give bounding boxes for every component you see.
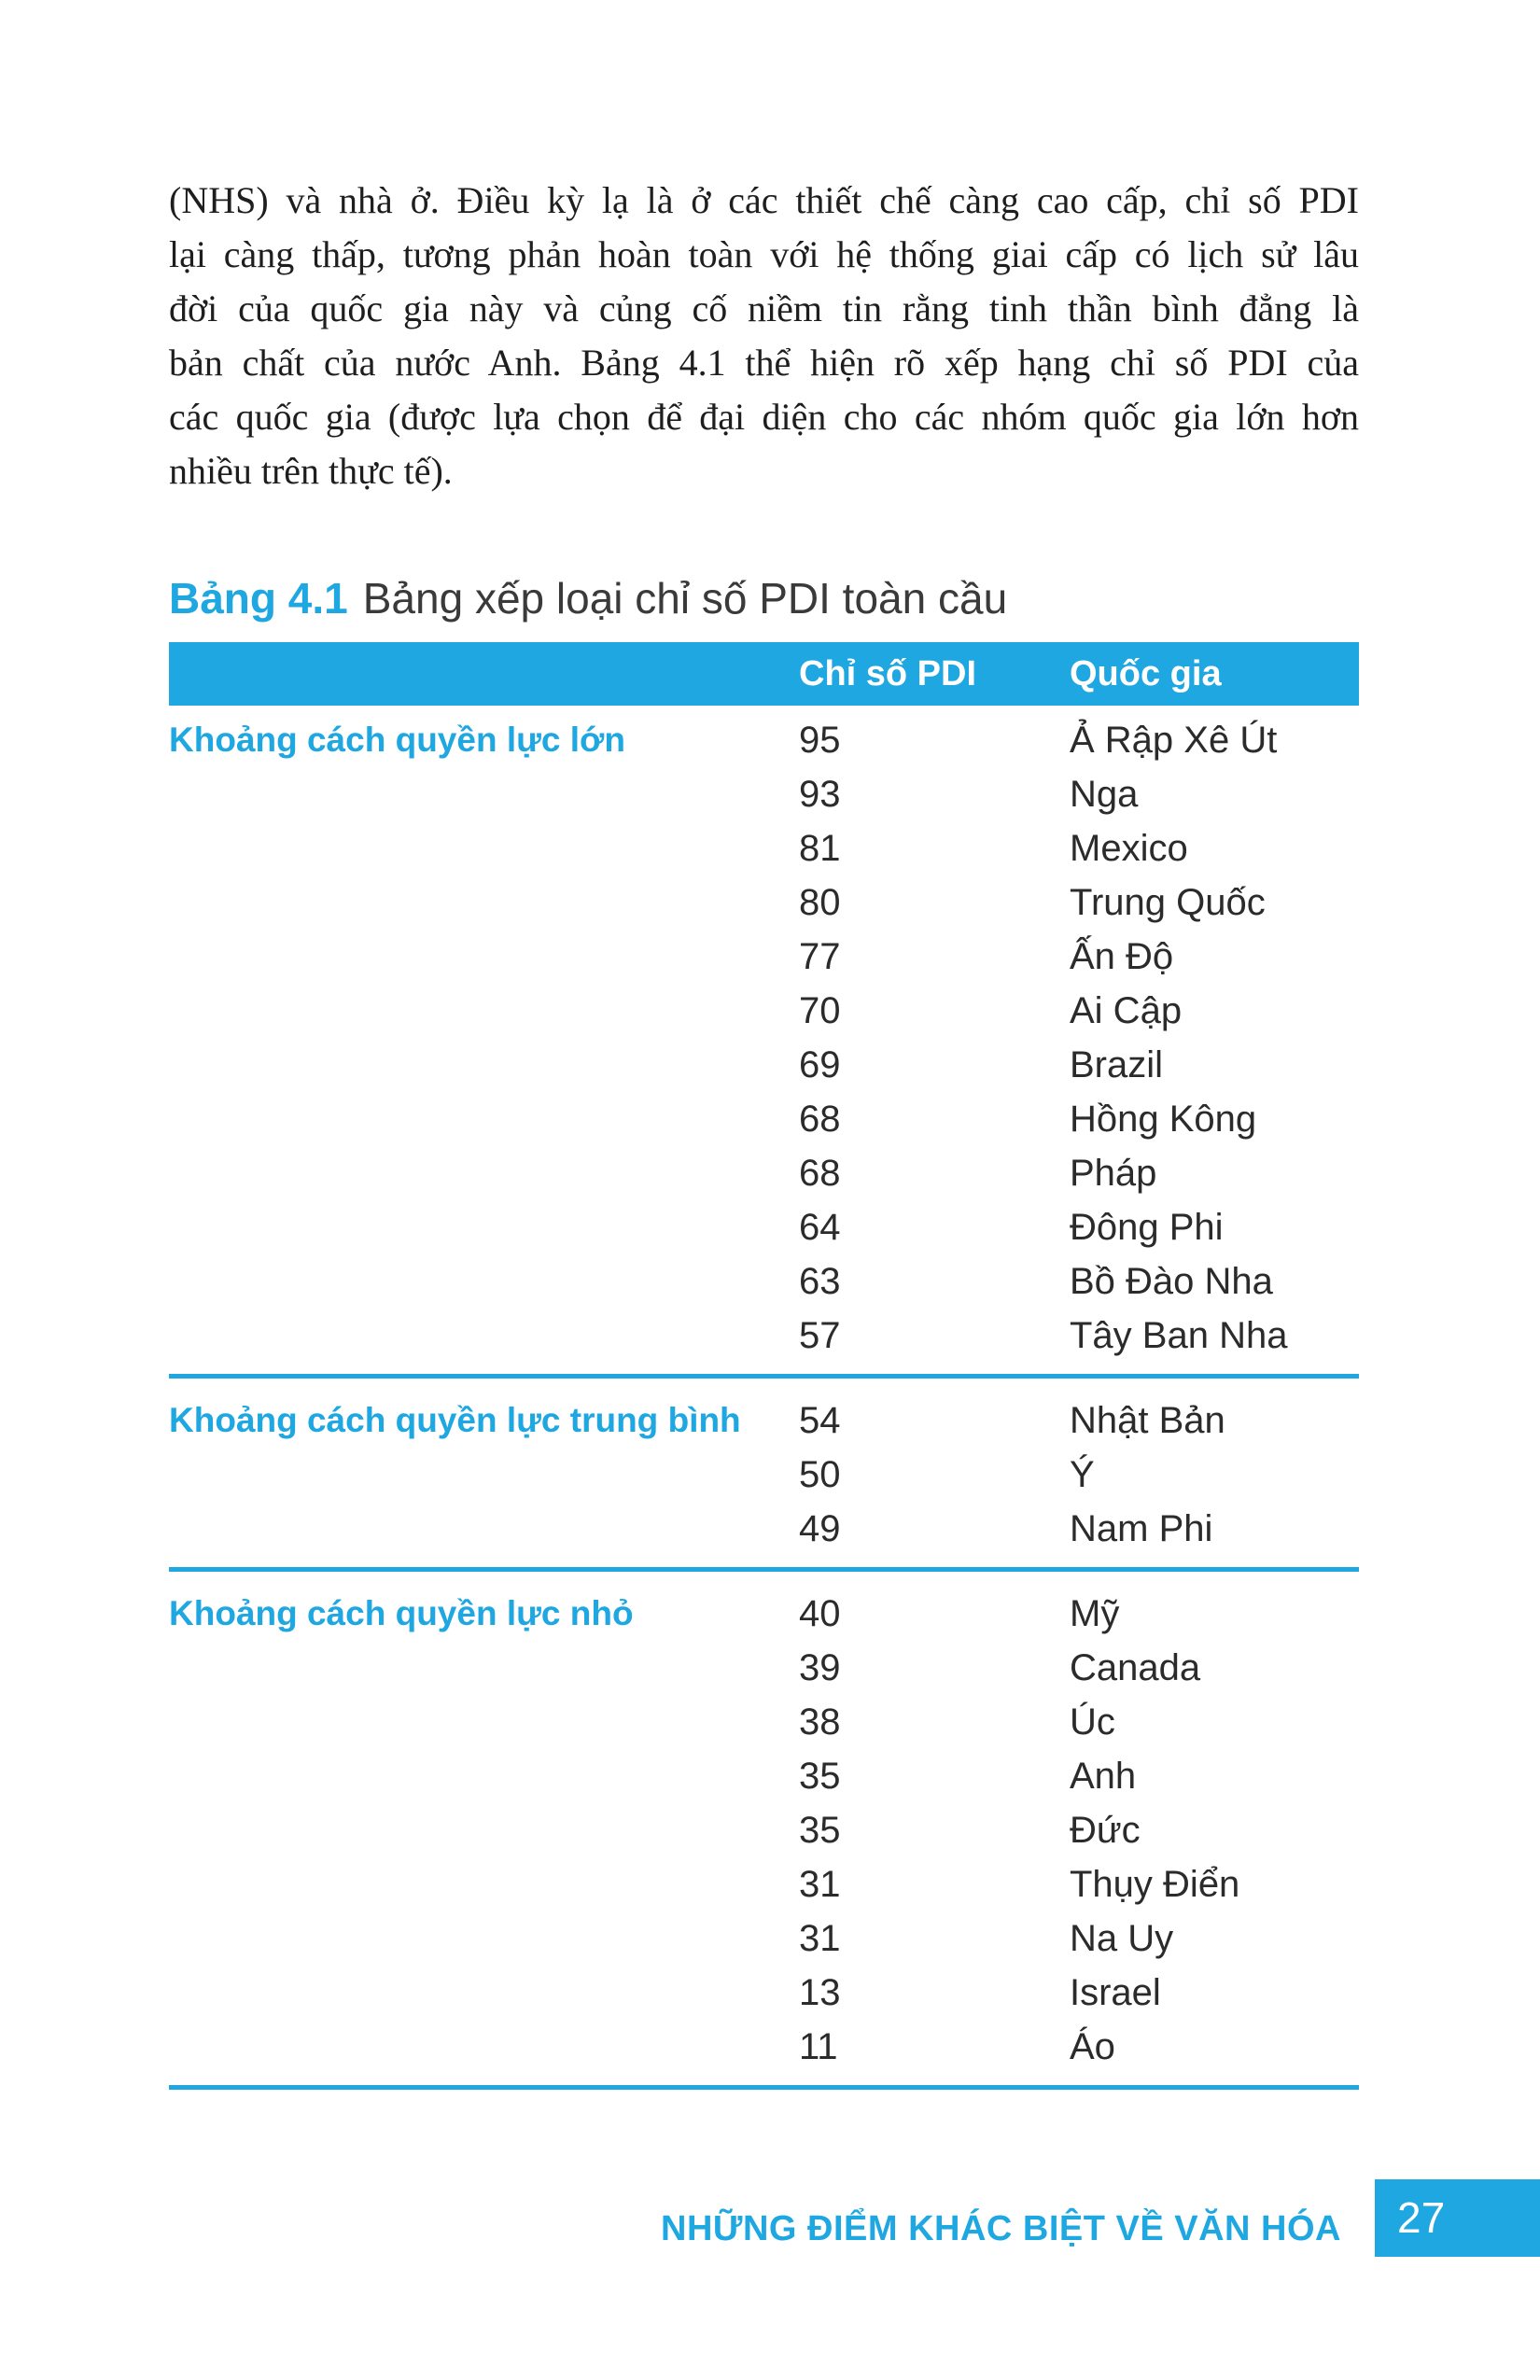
pdi-value: 63 — [799, 1261, 841, 1302]
pdi-value: 38 — [799, 1701, 841, 1743]
table-row — [169, 1038, 1359, 1092]
table-caption-title: Bảng xếp loại chỉ số PDI toàn cầu — [362, 574, 1008, 623]
table-row — [169, 1146, 1359, 1200]
paragraph-line: nhiều trên thực tế). — [169, 450, 453, 492]
table-row — [169, 1092, 1359, 1146]
pdi-value: 81 — [799, 828, 841, 869]
country-name: Úc — [1070, 1701, 1115, 1743]
country-name: Anh — [1070, 1756, 1137, 1797]
table-row — [169, 1254, 1359, 1309]
table-row — [169, 1911, 1359, 1966]
country-name: Thụy Điển — [1070, 1864, 1240, 1905]
table-row — [169, 1200, 1359, 1254]
table-row — [169, 1587, 1359, 1641]
paragraph-line: (NHS) và nhà ở. Điều kỳ lạ là ở các thiết chế càng cao cấp, chỉ số PDI — [169, 179, 1359, 221]
table-header-bar — [169, 642, 1359, 706]
table-row — [169, 1695, 1359, 1749]
running-footer-title: NHỮNG ĐIỂM KHÁC BIỆT VỀ VĂN HÓA — [661, 2209, 1341, 2248]
table-body — [169, 706, 1359, 2090]
country-name: Đông Phi — [1070, 1207, 1224, 1248]
paragraph-line: lại càng thấp, tương phản hoàn toàn với hệ thống giai cấp có lịch sử lâu — [169, 233, 1359, 275]
pdi-value: 69 — [799, 1044, 841, 1085]
country-name: Ả Rập Xê Út — [1070, 720, 1278, 761]
table-row — [169, 984, 1359, 1038]
pdi-value: 49 — [799, 1508, 841, 1549]
column-header-country: Quốc gia — [1070, 654, 1222, 693]
table-row — [169, 1641, 1359, 1695]
country-name: Áo — [1070, 2026, 1115, 2067]
pdi-value: 50 — [799, 1454, 841, 1495]
pdi-value: 54 — [799, 1400, 841, 1441]
table-row — [169, 1448, 1359, 1502]
page-number: 27 — [1397, 2193, 1446, 2242]
table-group — [169, 1572, 1359, 2090]
country-name: Hồng Kông — [1070, 1099, 1257, 1140]
country-name: Canada — [1070, 1647, 1201, 1688]
country-name: Nhật Bản — [1070, 1400, 1225, 1441]
country-name: Trung Quốc — [1070, 882, 1266, 923]
country-name: Mỹ — [1070, 1593, 1120, 1634]
pdi-value: 40 — [799, 1593, 841, 1634]
paragraph-line: các quốc gia (được lựa chọn để đại diện cho các nhóm quốc gia lớn hơn — [169, 396, 1359, 438]
table-caption — [169, 573, 1007, 623]
pdi-value: 70 — [799, 990, 841, 1031]
pdi-value: 11 — [799, 2026, 838, 2067]
table-group — [169, 1379, 1359, 1572]
body-paragraph — [169, 174, 1359, 498]
pdi-value: 35 — [799, 1756, 841, 1797]
page-number-badge — [1375, 2179, 1540, 2257]
country-name: Pháp — [1070, 1153, 1157, 1194]
country-name: Đức — [1070, 1810, 1141, 1851]
group-label: Khoảng cách quyền lực nhỏ — [169, 1594, 634, 1632]
pdi-value: 68 — [799, 1153, 841, 1194]
table-row — [169, 1803, 1359, 1857]
pdi-value: 39 — [799, 1647, 841, 1688]
paragraph-line: đời của quốc gia này và củng cố niềm tin rằng tinh thần bình đẳng là — [169, 287, 1359, 329]
table-row — [169, 1393, 1359, 1448]
column-header-pdi: Chỉ số PDI — [799, 654, 977, 693]
pdi-value: 80 — [799, 882, 841, 923]
country-name: Tây Ban Nha — [1070, 1315, 1288, 1356]
group-label: Khoảng cách quyền lực lớn — [169, 721, 625, 759]
table-caption-label: Bảng 4.1 — [169, 574, 348, 623]
pdi-value: 93 — [799, 774, 841, 815]
pdi-value: 57 — [799, 1315, 841, 1356]
pdi-value: 31 — [799, 1864, 841, 1905]
country-name: Nam Phi — [1070, 1508, 1213, 1549]
table-row — [169, 1749, 1359, 1803]
table-row — [169, 2020, 1359, 2074]
group-label: Khoảng cách quyền lực trung bình — [169, 1401, 741, 1439]
pdi-value: 95 — [799, 720, 841, 761]
country-name: Israel — [1070, 1972, 1161, 2013]
pdi-value: 35 — [799, 1810, 841, 1851]
table-row — [169, 1502, 1359, 1556]
pdi-ranking-table — [169, 642, 1359, 2090]
country-name: Ý — [1070, 1454, 1095, 1495]
table-row — [169, 1309, 1359, 1363]
pdi-value: 64 — [799, 1207, 841, 1248]
pdi-value: 77 — [799, 936, 841, 977]
country-name: Ấn Độ — [1070, 936, 1174, 977]
pdi-value: 31 — [799, 1918, 841, 1959]
table-row — [169, 1966, 1359, 2020]
table-row — [169, 875, 1359, 930]
pdi-value: 13 — [799, 1972, 841, 2013]
table-row — [169, 713, 1359, 767]
table-row — [169, 1857, 1359, 1911]
table-row — [169, 767, 1359, 821]
country-name: Brazil — [1070, 1044, 1164, 1085]
table-group — [169, 706, 1359, 1379]
pdi-value: 68 — [799, 1099, 841, 1140]
table-row — [169, 821, 1359, 875]
country-name: Na Uy — [1070, 1918, 1174, 1959]
paragraph-line: bản chất của nước Anh. Bảng 4.1 thể hiện rõ xếp hạng chỉ số PDI của — [169, 342, 1359, 384]
country-name: Mexico — [1070, 828, 1188, 869]
table-row — [169, 930, 1359, 984]
country-name: Ai Cập — [1070, 990, 1183, 1031]
country-name: Nga — [1070, 774, 1139, 815]
country-name: Bồ Đào Nha — [1070, 1261, 1273, 1302]
